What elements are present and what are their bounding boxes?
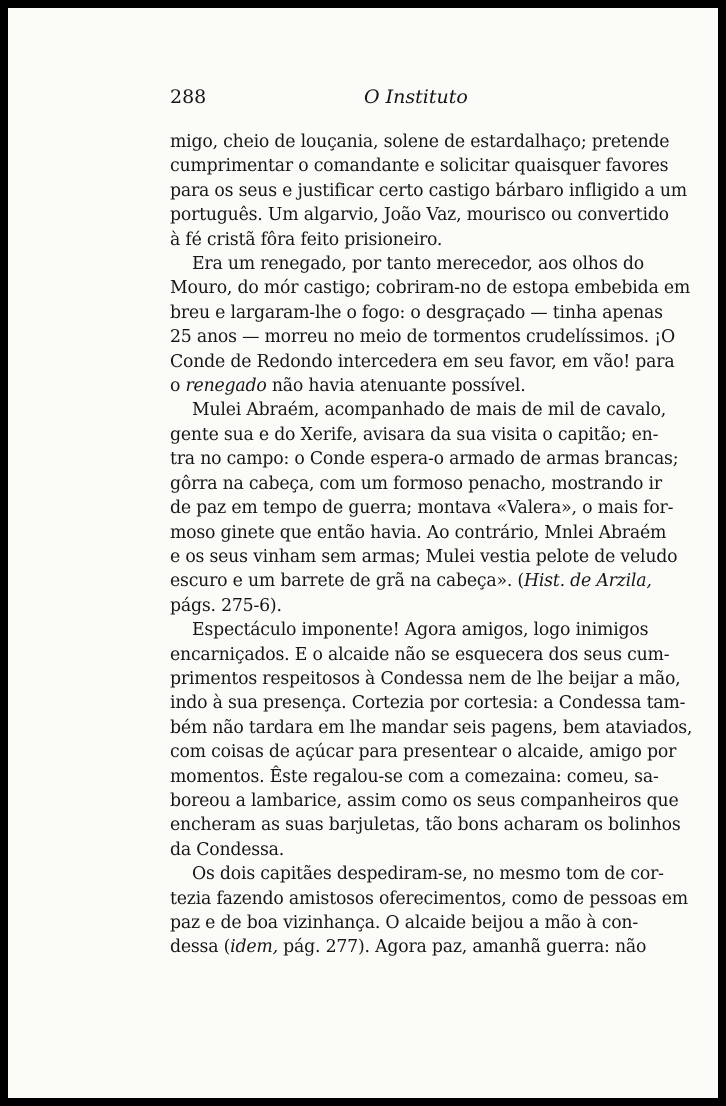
text-line: bém não tardara em lhe mandar seis pagens, bem ataviados, <box>170 717 693 738</box>
text-line: tra no campo: o Conde espera-o armado de armas brancas; <box>170 449 679 470</box>
text-line: Os dois capitães despediram-se, no mesmo tom de cor- <box>192 864 664 885</box>
text-line: tezia fazendo amistosos oferecimentos, como de pessoas em <box>170 888 688 909</box>
text-line: de paz em tempo de guerra; montava «Valera», o mais for- <box>170 498 674 519</box>
text-line: Mouro, do mór castigo; cobriram-no de estopa embebida em <box>170 278 691 299</box>
text-line: cumprimentar o comandante e solicitar quaisquer favores <box>170 156 669 177</box>
text-line: moso ginete que então havia. Ao contrário, Mnlei Abraém <box>170 522 667 543</box>
paragraph <box>170 618 693 862</box>
text-line: escuro e um barrete de grã na cabeça». (Hist. de Arzila, <box>170 571 652 592</box>
running-title: O Instituto <box>364 86 468 108</box>
text-line: paz e de boa vizinhança. O alcaide beijou a mão à con- <box>170 913 638 933</box>
text-line: Espectáculo imponente! Agora amigos, logo inimigos <box>192 620 649 641</box>
paragraph <box>170 862 688 960</box>
text-line: gôrra na cabeça, com um formoso penacho, mostrando ir <box>170 473 662 494</box>
text-line: págs. 275-6). <box>170 595 282 616</box>
text-line: primentos respeitosos à Condessa nem de lhe beijar a mão, <box>170 668 681 689</box>
text-line: gente sua e do Xerife, avisara da sua visita o capitão; en- <box>170 424 659 445</box>
text-line: o renegado não havia atenuante possível. <box>170 376 526 397</box>
text-line: boreou a lambarice, assim como os seus companheiros que <box>170 790 679 811</box>
text-line: 25 anos — morreu no meio de tormentos crudelíssimos. ¡O <box>170 327 675 348</box>
text-line: dessa (idem, pág. 277). Agora paz, amanhã guerra: não <box>170 937 647 958</box>
page-number: 288 <box>170 86 207 108</box>
text-line: com coisas de açúcar para presentear o alcaide, amigo por <box>170 742 677 763</box>
text-line: breu e largaram-lhe o fogo: o desgraçado — tinha apenas <box>170 302 663 323</box>
text-line: e os seus vinham sem armas; Mulei vestia pelote de veludo <box>170 546 678 567</box>
text-line: Mulei Abraém, acompanhado de mais de mil de cavalo, <box>192 400 667 421</box>
text-line: Era um renegado, por tanto merecedor, aos olhos do <box>192 254 644 275</box>
page-header <box>170 86 638 116</box>
paragraph <box>170 252 691 398</box>
body-text <box>170 130 693 960</box>
text-line: à fé cristã fôra feito prisioneiro. <box>170 229 443 250</box>
text-line: encheram as suas barjuletas, tão bons acharam os bolinhos <box>170 815 681 836</box>
text-line: encarniçados. E o alcaide não se esquecera dos seus cum- <box>170 644 670 665</box>
text-line: momentos. Êste regalou-se com a comezaina: comeu, sa- <box>170 766 659 787</box>
book-page <box>8 8 718 1098</box>
text-line: da Condessa. <box>170 839 285 860</box>
text-line: indo à sua presença. Cortezia por cortesia: a Condessa tam- <box>170 693 686 714</box>
text-line: para os seus e justificar certo castigo bárbaro infligido a um <box>170 180 687 201</box>
paragraph <box>170 398 679 618</box>
paragraph <box>170 130 687 252</box>
text-line: Conde de Redondo intercedera em seu favor, em vão! para <box>170 351 675 372</box>
text-line: português. Um algarvio, João Vaz, mourisco ou convertido <box>170 205 669 226</box>
text-line: migo, cheio de louçania, solene de estardalhaço; pretende <box>170 132 670 152</box>
